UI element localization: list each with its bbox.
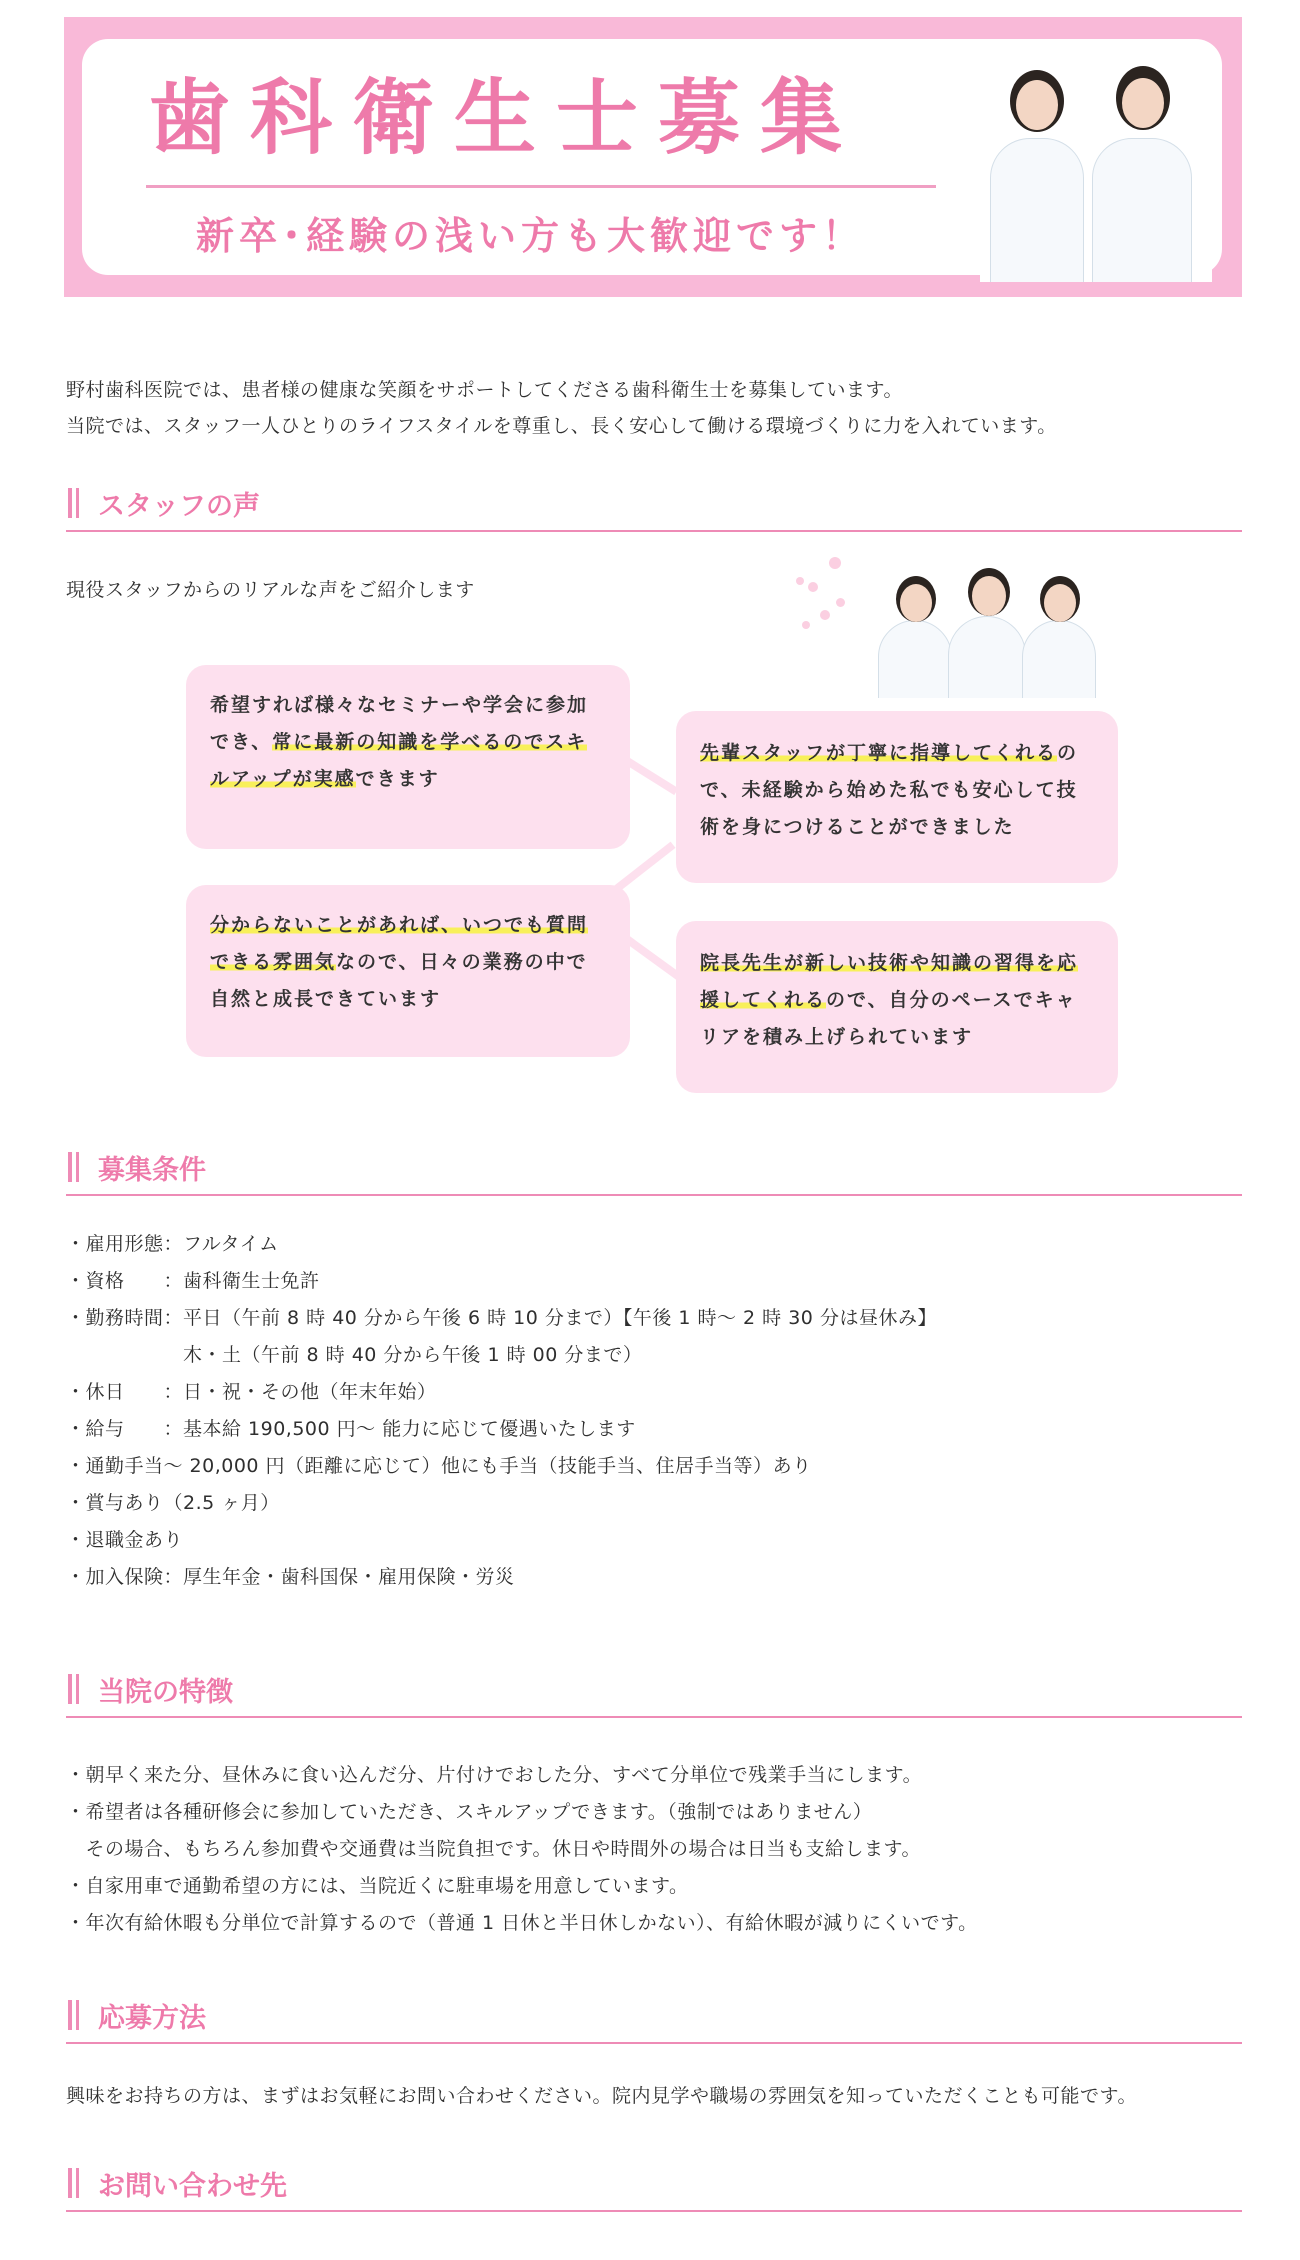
heading-bar [76,2000,79,2030]
staff-photo [872,558,1102,698]
section-header-conditions [66,1142,1242,1196]
bubble-text: できます [355,768,440,790]
decorative-dot [802,621,810,629]
features-list [66,1757,978,1942]
list-item: 木・土（午前 8 時 40 分から午後 1 時 00 分まで） [66,1344,643,1366]
banner-divider [146,185,936,188]
hygienists-photo [980,60,1212,282]
section-header-contact [66,2158,1242,2212]
staff-voice-lead: 現役スタッフからのリアルな声をご紹介します [66,579,475,601]
decorative-dot [808,582,818,592]
decorative-dot [836,598,845,607]
staff-voice-bubble-4 [676,921,1118,1093]
list-item: ・朝早く来た分、昼休みに食い込んだ分、片付けでおした分、すべて分単位で残業手当にします。 [66,1764,923,1786]
list-item: ・資格 ：歯科衛生士免許 [66,1270,320,1292]
list-item: ・通勤手当～ 20,000 円（距離に応じて）他にも手当（技能手当、住居手当等）あり [66,1455,812,1477]
highlighted-text: 先輩スタッフが丁寧に指導してくれる [700,742,1058,764]
decorative-dot [829,557,841,569]
list-item: ・年次有給休暇も分単位で計算するので（普通 1 日休と半日休しかない）、有給休暇が減りにくいです。 [66,1912,978,1934]
heading-bar [68,488,72,518]
bubble-text: 希望すれば様々なセミナーや学会に参加でき、 [210,694,589,753]
heading-bar [68,2168,72,2198]
bubble-text: ので、未経験から始めた私でも安心して技術を身につけることができました [700,742,1079,838]
staff-voice-bubble-3 [186,885,630,1057]
list-item: ・勤務時間：平日（午前 8 時 40 分から午後 6 時 10 分まで）【午後 1 時～ 2 時 30 分は昼休み】 [66,1307,937,1329]
decorative-dot [820,610,830,620]
list-item: その場合、もちろん参加費や交通費は当院負担です。休日や時間外の場合は日当も支給します。 [66,1838,921,1860]
list-item: ・雇用形態：フルタイム [66,1233,279,1255]
section-title: 募集条件 [98,1155,206,1186]
section-title: 応募方法 [98,2003,206,2034]
apply-text: 興味をお持ちの方は、まずはお気軽にお問い合わせください。院内見学や職場の雰囲気を知っていただくことも可能です。 [66,2085,1137,2107]
bubble-text: ので、自分のペースでキャリアを積み上げられています [700,989,1077,1048]
section-header-features [66,1664,1242,1718]
bubble-text: なので、日々の業務の中で自然と成長できています [210,951,588,1010]
intro-line-2: 当院では、スタッフ一人ひとりのライフスタイルを尊重し、長く安心して働ける環境づくりに力を入れています。 [66,415,1057,437]
list-item: ・賞与あり（2.5 ヶ月） [66,1492,280,1514]
heading-bar [68,1152,72,1182]
heading-bar [68,2000,72,2030]
list-item: ・退職金あり [66,1529,184,1551]
list-item: ・加入保険：厚生年金・歯科国保・雇用保険・労災 [66,1566,515,1588]
heading-bar [76,2168,79,2198]
highlighted-text: 常に最新の知識を学べるのでスキルアップが実感 [210,731,588,790]
heading-bar [76,1674,79,1704]
highlighted-text: 院長先生が新しい技術や知識の習得を応援してくれる [700,952,1079,1011]
conditions-list [66,1226,937,1596]
heading-bar [76,1152,79,1182]
heading-bar [68,1674,72,1704]
banner-title: 歯科衛生士募集 [148,71,863,166]
banner-subtitle: 新卒･経験の浅い方も大歓迎です！ [196,214,866,258]
section-header-staff-voice [66,478,1242,532]
section-header-apply [66,1990,1242,2044]
list-item: ・給与 ：基本給 190,500 円～ 能力に応じて優遇いたします [66,1418,636,1440]
list-item: ・休日 ：日・祝・その他（年末年始） [66,1381,437,1403]
list-item: ・自家用車で通勤希望の方には、当院近くに駐車場を用意しています。 [66,1875,689,1897]
section-title: お問い合わせ先 [98,2171,287,2202]
heading-bar [76,488,79,518]
staff-voice-bubble-1 [186,665,630,849]
highlighted-text: 分からないことがあれば、いつでも質問できる雰囲気 [210,914,589,973]
decorative-dot [796,577,804,585]
section-title: スタッフの声 [98,491,260,522]
list-item: ・希望者は各種研修会に参加していただき、スキルアップできます。（強制ではありません） [66,1801,873,1823]
staff-voice-bubble-2 [676,711,1118,883]
intro-line-1: 野村歯科医院では、患者様の健康な笑顔をサポートしてくださる歯科衛生士を募集しています。 [66,379,903,401]
section-title: 当院の特徴 [98,1677,233,1708]
